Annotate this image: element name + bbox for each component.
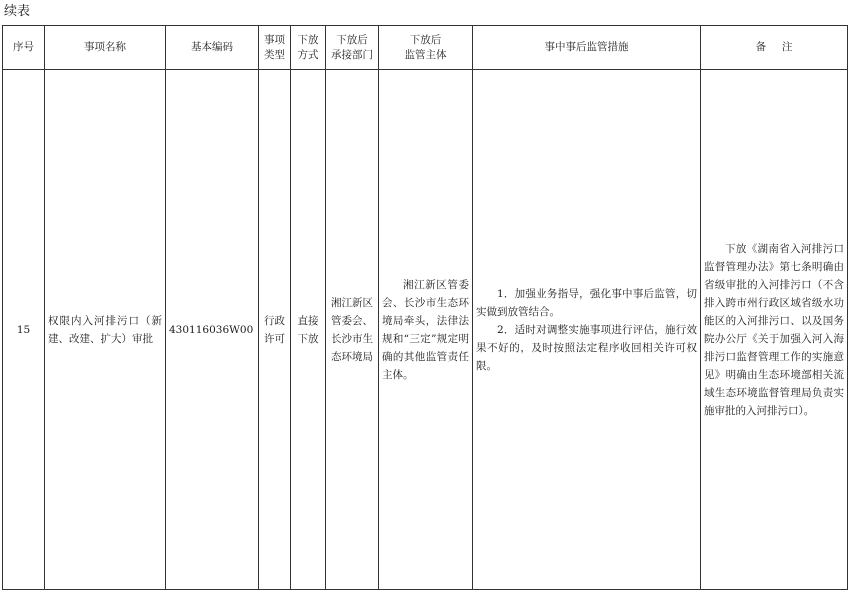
header-receiving-dept-line1: 下放后 [336, 33, 368, 46]
cell-basic-code: 430116036W00 [166, 70, 259, 590]
header-basic-code: 基本编码 [166, 26, 259, 70]
header-supervision-measures: 事中事后监管措施 [473, 26, 701, 70]
cell-receiving-dept: 湘江新区管委会、长沙市生态环境局 [326, 70, 379, 590]
cell-item-type: 行政许可 [259, 70, 291, 590]
header-delegation-method [291, 26, 326, 70]
cell-remarks: 下放《湖南省入河排污口监督管理办法》第七条明确由省级审批的入河排污口（不含排入跨市州行政区域省级水功能区的入河排污口、以及国务院办公厅《关于加强入河入海排污口监督管理工作的实施意见》明确由生态环境部相关流域生态环境监督管理局负责实施审批的入河排污口）。 [701, 70, 848, 590]
measure-item-2: 2．适时对调整实施事项进行评估，施行效果不好的，及时按照法定程序收回相关许可权限。 [476, 323, 697, 372]
header-supervision-subject-line2: 监管主体 [404, 48, 447, 61]
header-item-type-line1: 事项 [264, 33, 285, 46]
header-delegation-method-line1: 下放 [297, 33, 319, 46]
header-receiving-dept [326, 26, 379, 70]
table-header-row [3, 26, 848, 70]
table-row [3, 70, 848, 590]
measure-item-1: 1．加强业务指导，强化事中事后监管，切实做到放管结合。 [476, 287, 697, 318]
cell-supervision-subject: 湘江新区管委会、长沙市生态环境局牵头，法律法规和“三定”规定明确的其他监管责任主体。 [379, 70, 473, 590]
header-delegation-method-line2: 方式 [297, 48, 319, 61]
header-item-type [259, 26, 291, 70]
continued-table-label: 续表 [4, 4, 31, 19]
cell-delegation-method: 直接下放 [291, 70, 326, 590]
header-receiving-dept-line2: 承接部门 [331, 48, 373, 61]
cell-item-name: 权限内入河排污口（新建、改建、扩大）审批 [45, 70, 166, 590]
header-seq: 序号 [3, 26, 45, 70]
header-supervision-subject-line1: 下放后 [409, 33, 442, 46]
header-remarks [701, 26, 848, 70]
header-supervision-subject [379, 26, 473, 70]
cell-seq: 15 [3, 70, 45, 590]
header-item-name: 事项名称 [45, 26, 166, 70]
header-item-type-line2: 类型 [264, 48, 285, 61]
cell-supervision-measures [473, 70, 701, 590]
header-remarks-text: 备注 [755, 41, 809, 53]
delegated-items-table [2, 25, 848, 590]
